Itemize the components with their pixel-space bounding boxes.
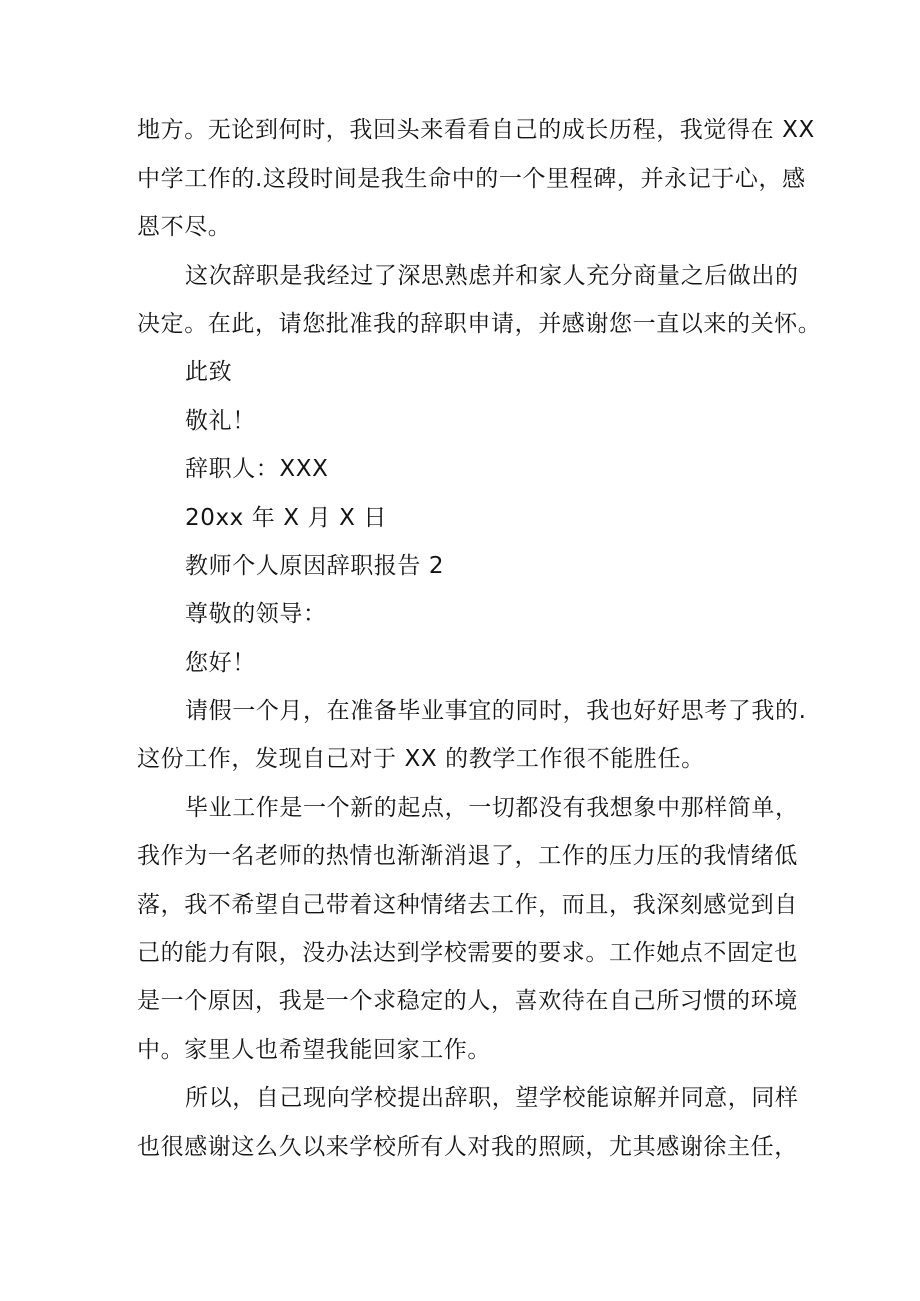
text-line: 恩不尽。: [137, 214, 232, 240]
closing-salutation: 此致: [185, 359, 233, 385]
text-line: 这份工作，发现自己对于 XX 的教学工作很不能胜任。: [137, 746, 705, 772]
signature-line: 辞职人：XXX: [185, 456, 329, 482]
text-line: 是一个原因，我是一个求稳定的人，喜欢待在自己所习惯的环境: [137, 988, 798, 1014]
text-line: 己的能力有限，没办法达到学校需要的要求。工作她点不固定也: [137, 940, 798, 966]
text-line: 所以，自己现向学校提出辞职，望学校能谅解并同意，同样: [185, 1085, 799, 1111]
closing-respect: 敬礼！: [185, 408, 256, 434]
greeting-line: 您好！: [185, 650, 256, 676]
text-line: 中。家里人也希望我能回家工作。: [137, 1037, 491, 1063]
text-line: 落，我不希望自己带着这种情绪去工作，而且，我深刻感觉到自: [137, 892, 798, 918]
greeting-line: 尊敬的领导：: [185, 601, 327, 627]
date-line: 20xx 年 X 月 X 日: [185, 505, 387, 531]
text-line: 毕业工作是一个新的起点，一切都没有我想象中那样简单，: [185, 795, 799, 821]
text-line: 请假一个月，在准备毕业事宜的同时，我也好好思考了我的.: [185, 698, 807, 724]
text-line: 我作为一名老师的热情也渐渐消退了，工作的压力压的我情绪低: [137, 843, 798, 869]
text-line: 也很感谢这么久以来学校所有人对我的照顾，尤其感谢徐主任，: [137, 1134, 798, 1160]
section-title: 教师个人原因辞职报告 2: [185, 553, 445, 579]
text-line: 决定。在此，请您批准我的辞职申请，并感谢您一直以来的关怀。: [137, 311, 822, 337]
text-line: 中学工作的.这段时间是我生命中的一个里程碑，并永记于心，感: [137, 166, 806, 192]
text-line: 地方。无论到何时，我回头来看看自己的成长历程，我觉得在 XX: [137, 117, 815, 143]
text-line: 这次辞职是我经过了深思熟虑并和家人充分商量之后做出的: [185, 263, 799, 289]
